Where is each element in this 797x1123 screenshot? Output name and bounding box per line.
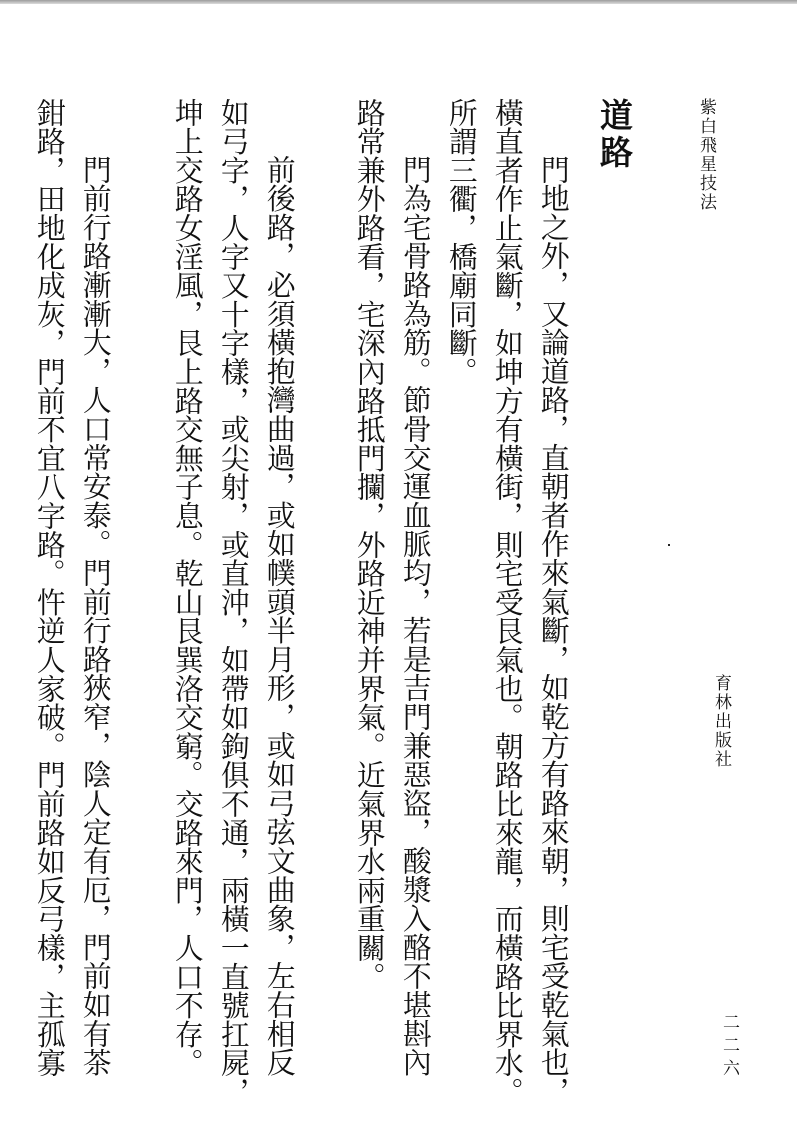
text-column-3: 所謂三衢，橋廟同斷。 [444, 98, 479, 386]
book-title: 紫白飛星技法 [696, 98, 716, 212]
section-title: 道路 [595, 98, 634, 172]
text-column-8: 坤上交路女淫風，艮上路交無子息。乾山艮巽洛交窮。交路來門，人口不存。 [170, 98, 205, 1078]
text-column-9: 門前行路漸漸大，人口常安泰。門前行路狹窄，陰人定有厄，門前如有茶 [78, 155, 113, 1077]
text-column-10: 鉗路，田地化成灰，門前不宜八字路。忤逆人家破。門前路如反弓樣，主孤寡 [32, 98, 67, 1078]
top-border [0, 0, 797, 4]
text-column-7: 如弓字，人字又十字樣，或尖射，或直沖，如帶如鉤俱不通，兩橫一直號扛屍， [216, 98, 251, 1106]
text-column-6: 前後路，必須橫抱灣曲過，或如幞頭半月形，或如弓弦文曲象，左右相反 [262, 155, 297, 1077]
page-number: 二二六 [719, 1013, 739, 1082]
text-column-5: 路常兼外路看，宅深內路抵門攔，外路近神并界氣。近氣界水兩重關。 [352, 98, 387, 991]
text-column-1: 門地之外，又論道路，直朝者作來氣斷，如乾方有路來朝，則宅受乾氣也， [536, 155, 571, 1106]
text-column-4: 門為宅骨路為筋。節骨交運血脈均，若是吉門兼惡盜，酸漿入酪不堪斟內 [398, 155, 433, 1077]
page-speck [668, 544, 670, 546]
text-column-2: 橫直者作止氣斷，如坤方有橫街，則宅受艮氣也。朝路比來龍，而橫路比界水。 [490, 98, 525, 1106]
publisher-name: 育林出版社 [711, 674, 731, 769]
